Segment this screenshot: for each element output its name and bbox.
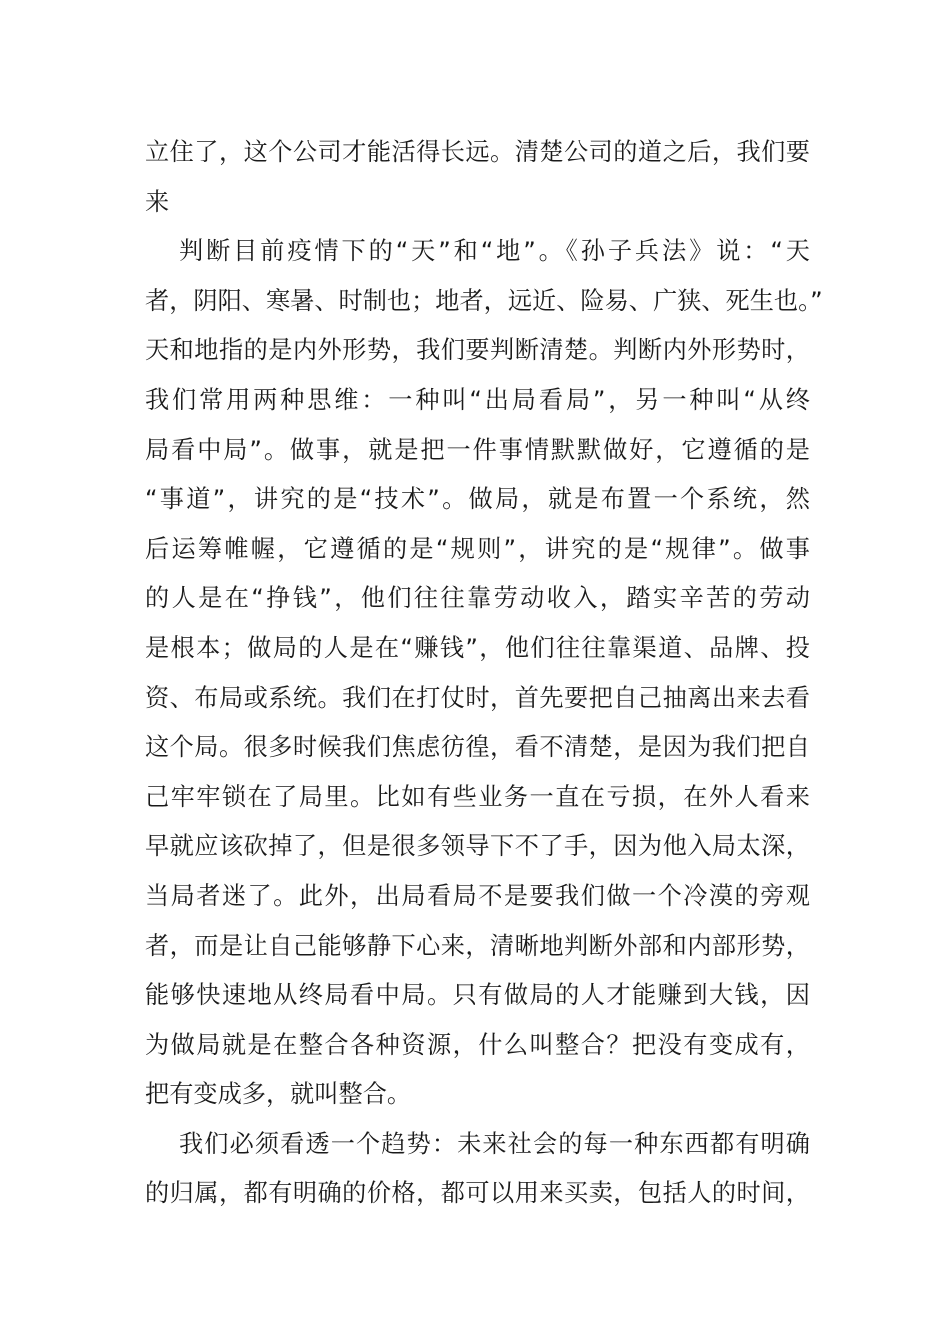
text-line: 者，阴阳、寒暑、时制也；地者，远近、险易、广狭、死生也。” (145, 286, 823, 315)
text-line: 立住了，这个公司才能活得长远。清楚公司的道之后，我们要 (145, 138, 810, 166)
text-line: 天和地指的是内外形势，我们要判断清楚。判断内外形势时， (145, 336, 810, 365)
text-line: 这个局。很多时候我们焦虑彷徨，看不清楚，是因为我们把自 (145, 733, 810, 762)
text-line: 的人是在“挣钱”，他们往往靠劳动收入，踏实辛苦的劳动 (145, 584, 810, 613)
text-line: 判断目前疫情下的“天”和“地”。《孙子兵法》说：“天 (179, 237, 810, 266)
text-line: 后运筹帷幄，它遵循的是“规则”，讲究的是“规律”。做事 (145, 534, 810, 563)
text-line: 当局者迷了。此外，出局看局不是要我们做一个冷漠的旁观 (145, 881, 810, 910)
text-line: 我们常用两种思维：一种叫“出局看局”，另一种叫“从终 (145, 385, 810, 414)
body-text (145, 128, 823, 1219)
text-line: 者，而是让自己能够静下心来，清晰地判断外部和内部形势， (145, 931, 810, 960)
text-line: 把有变成多，就叫整合。 (145, 1080, 412, 1109)
text-line: 为做局就是在整合各种资源，什么叫整合？把没有变成有， (145, 1030, 810, 1059)
text-line: 我们必须看透一个趋势：未来社会的每一种东西都有明确 (179, 1129, 810, 1158)
text-line: 己牢牢锁在了局里。比如有些业务一直在亏损，在外人看来 (145, 782, 810, 811)
text-line: 的归属，都有明确的价格，都可以用来买卖，包括人的时间， (145, 1179, 810, 1208)
text-line: 是根本；做局的人是在“赚钱”，他们往往靠渠道、品牌、投 (145, 633, 810, 662)
text-line: 来 (145, 187, 170, 216)
text-line: 资、布局或系统。我们在打仗时，首先要把自己抽离出来去看 (145, 683, 810, 712)
text-line: 局看中局”。做事，就是把一件事情默默做好，它遵循的是 (145, 435, 810, 464)
text-line: 早就应该砍掉了，但是很多领导下不了手，因为他入局太深， (145, 832, 810, 861)
text-line: “事道”，讲究的是“技术”。做局，就是布置一个系统，然 (145, 485, 810, 514)
text-line: 能够快速地从终局看中局。只有做局的人才能赚到大钱，因 (145, 981, 810, 1010)
